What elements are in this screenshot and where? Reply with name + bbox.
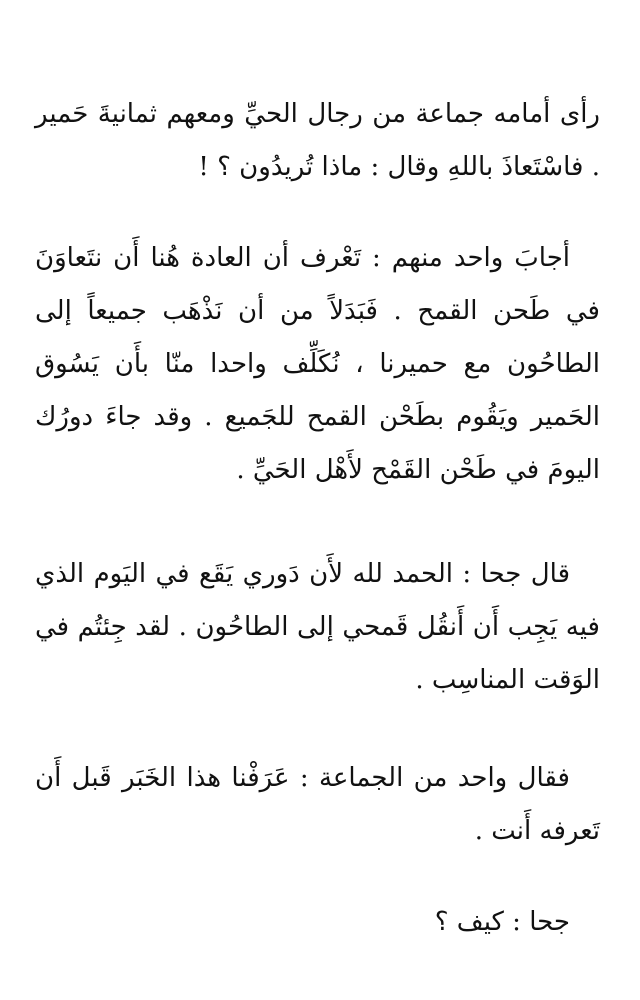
paragraph-reply: أجابَ واحد منهم : تَعْرف أن العادة هُنا أَن نتَعاوَنَ في طَحن القمح . فَبَدَلاً من أن نَذْهَب جميعاً إلى الطاحُون مع حميرنا ، نُكَلِّف واحدا منّا بأَن يَسُوق الحَمير ويَقُوم بطَحْن القمح للجَميع . وقد جاءَ دورُك اليومَ في طَحْن القَمْح لأَهْل الحَيِّ .	[35, 243, 600, 485]
paragraph-juha-question: جحا : كيف ؟	[434, 907, 570, 937]
paragraph-intro: رأى أمامه جماعة من رجال الحيِّ ومعهم ثمانيةَ حَمير . فاسْتَعاذَ باللهِ وقال : ماذا تُريدُون ؟ !	[35, 99, 600, 182]
paragraph-group-answer: فقال واحد من الجماعة : عَرَفْنا هذا الخَبَر قَبل أَن تَعرفه أَنت .	[35, 763, 600, 846]
paragraph-juha-response: قال جحا : الحمد لله لأَن دَوري يَقَع في اليَوم الذي فيه يَجِب أَن أَنقُل قَمحي إلى الطاحُون . لقد جِئتُم في الوَقت المناسِب .	[35, 559, 600, 695]
